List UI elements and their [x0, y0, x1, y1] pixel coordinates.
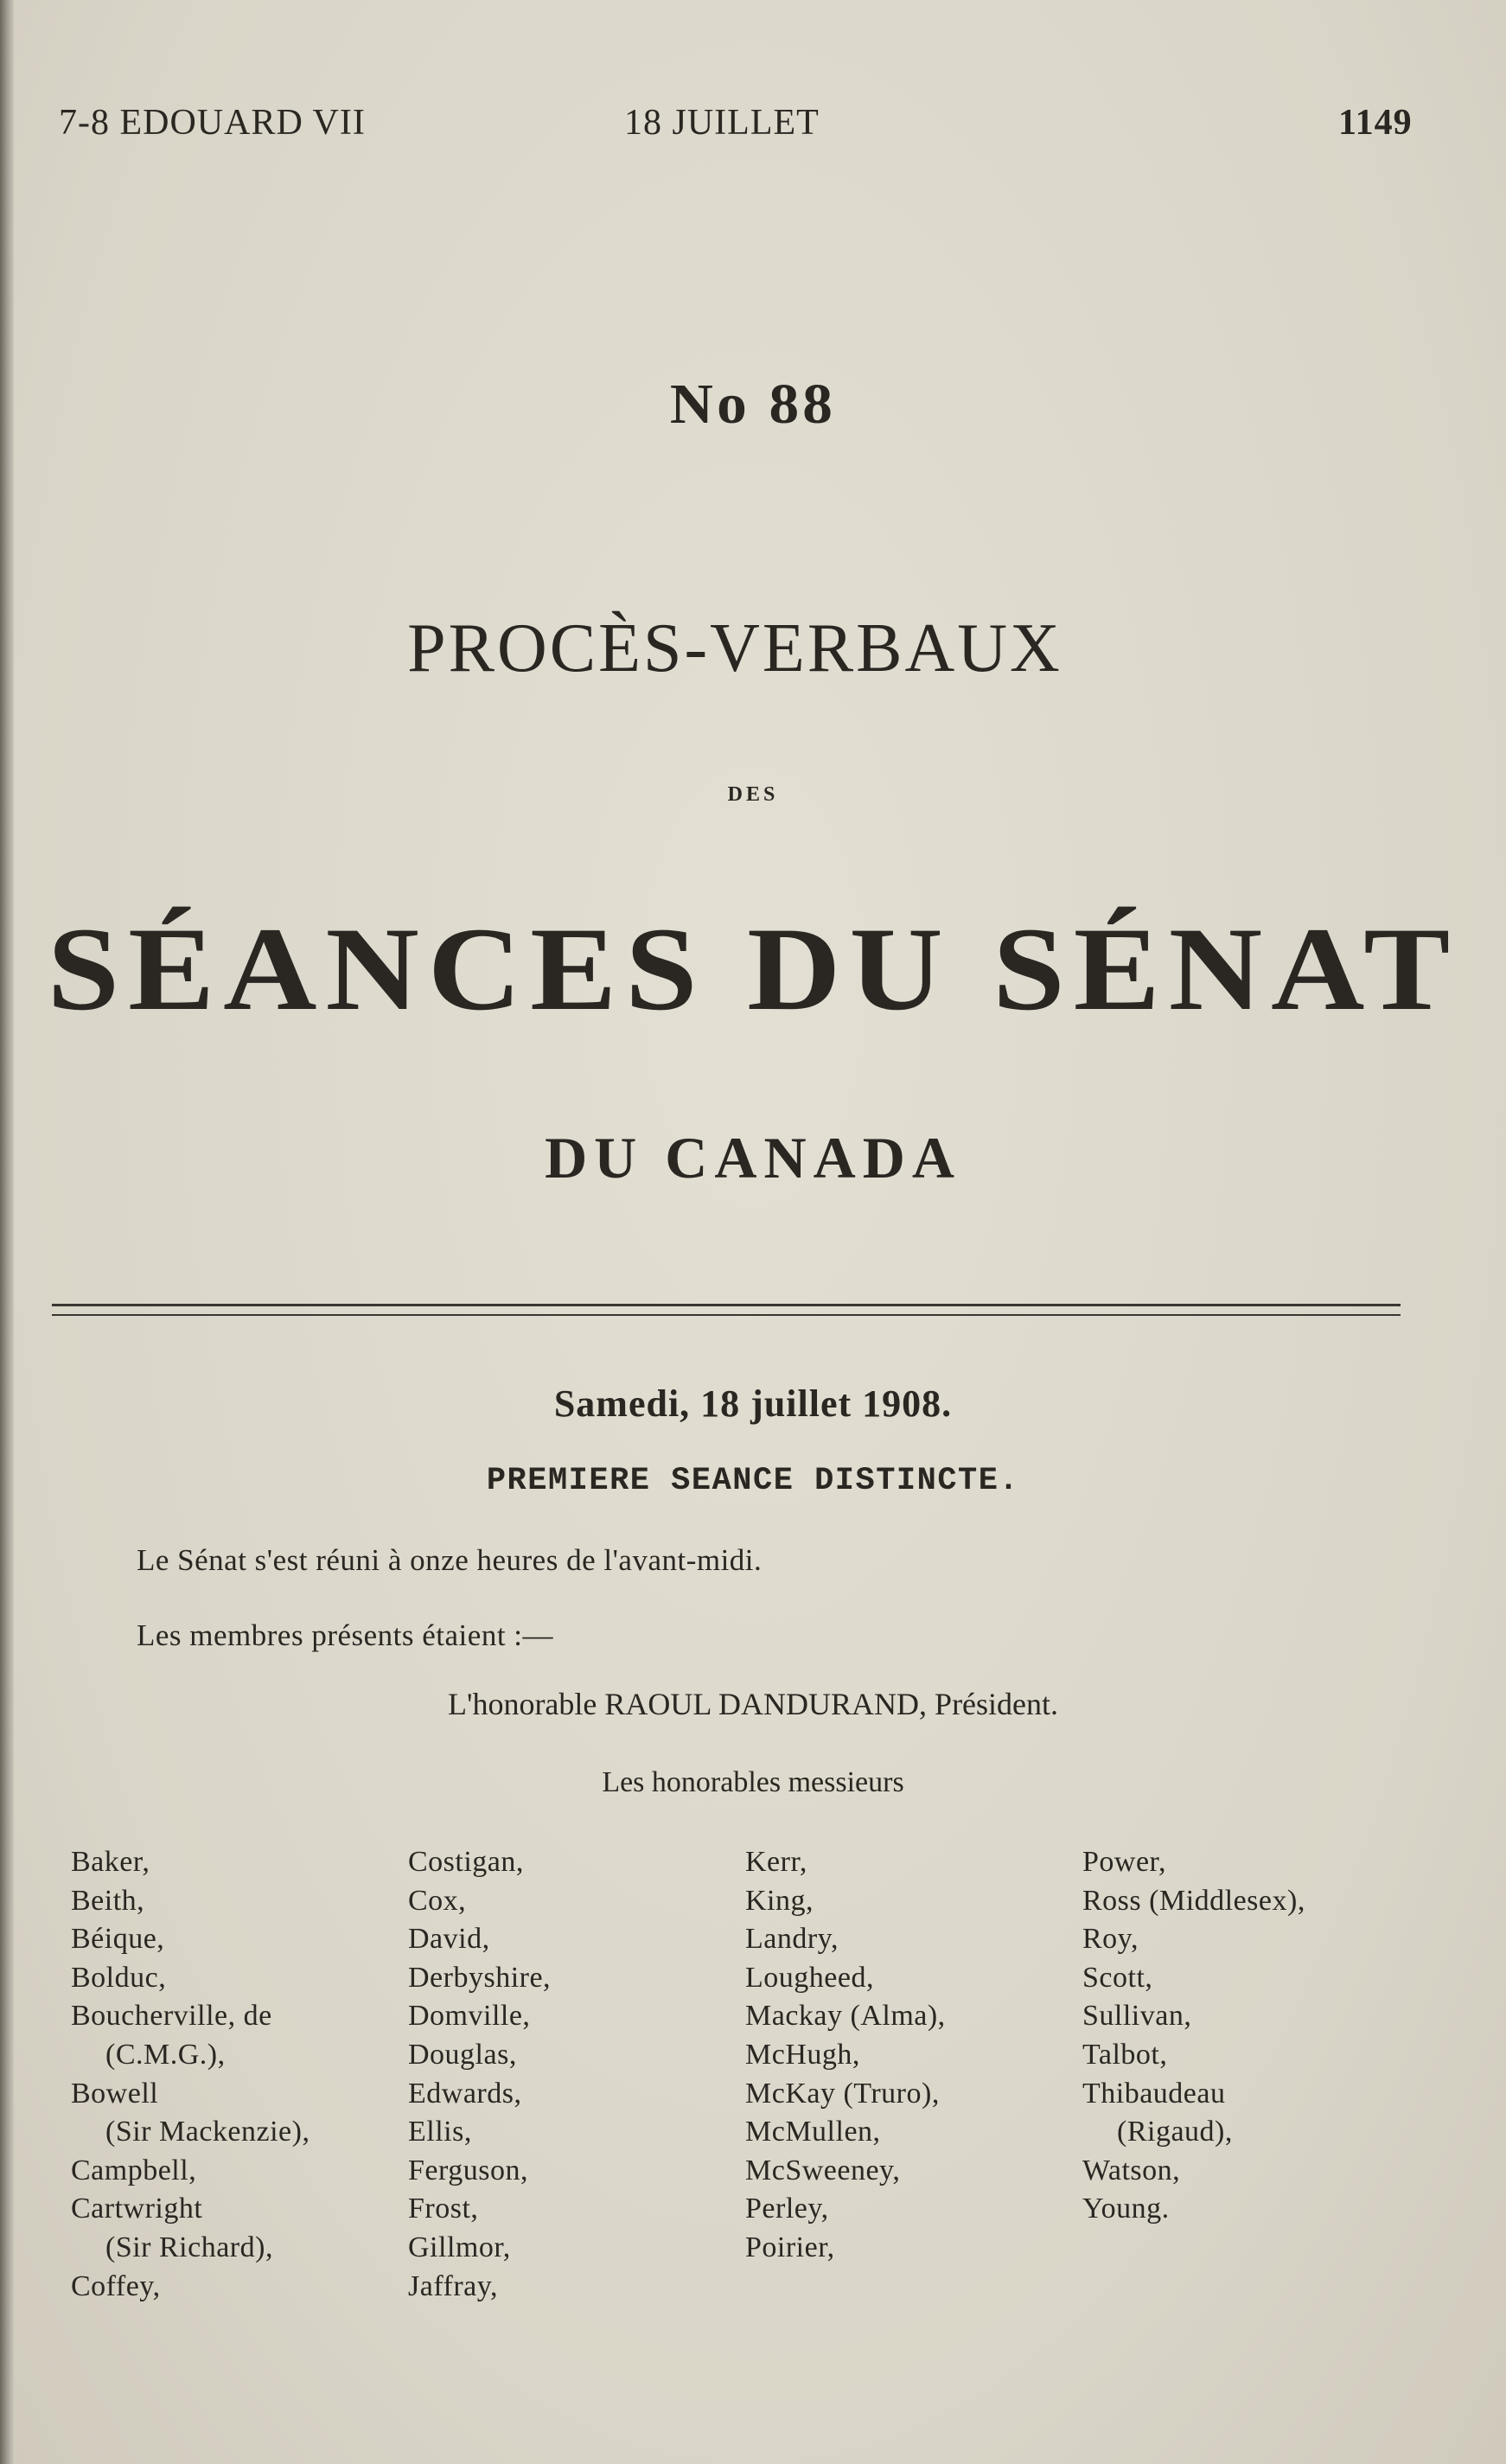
- member-name: Coffey,: [71, 2269, 161, 2302]
- member-name: Ferguson,: [408, 2154, 528, 2186]
- member-name: Jaffray,: [408, 2269, 499, 2302]
- member-name: Cartwright: [71, 2193, 203, 2225]
- member-name: Mackay (Alma),: [745, 2000, 946, 2033]
- title-proces-verbaux: PROCÈS-VERBAUX: [407, 610, 1062, 686]
- honorables-heading: Les honorables messieurs: [602, 1766, 904, 1798]
- member-name: King,: [745, 1884, 814, 1917]
- document-number: No 88: [669, 373, 837, 436]
- members-intro: Les membres présents étaient :—: [137, 1618, 554, 1652]
- member-name: Perley,: [745, 2193, 829, 2225]
- member-name: (C.M.G.),: [105, 2038, 226, 2071]
- member-name: Sullivan,: [1082, 2000, 1192, 2033]
- member-name: Edwards,: [408, 2077, 522, 2110]
- member-name: Campbell,: [71, 2154, 197, 2186]
- member-name: Poirier,: [745, 2231, 835, 2263]
- member-name: Derbyshire,: [408, 1961, 552, 1994]
- title-des: DES: [727, 783, 779, 806]
- title-du-canada: DU CANADA: [545, 1125, 961, 1191]
- member-name: Béique,: [71, 1923, 165, 1956]
- member-name: Kerr,: [745, 1846, 807, 1878]
- member-name: Thibaudeau: [1082, 2077, 1226, 2110]
- member-name: Power,: [1082, 1846, 1167, 1878]
- members-column-1: [71, 1843, 309, 2306]
- double-rule-bottom: [52, 1314, 1401, 1316]
- page-number: 1149: [1338, 103, 1413, 143]
- session-date: Samedi, 18 juillet 1908.: [553, 1382, 953, 1425]
- member-name: Ellis,: [408, 2116, 472, 2148]
- member-name: Young.: [1082, 2193, 1170, 2225]
- double-rule-top: [52, 1304, 1401, 1306]
- member-name: Landry,: [745, 1923, 839, 1956]
- member-name: Lougheed,: [745, 1961, 874, 1994]
- member-name: Domville,: [408, 2000, 531, 2033]
- member-name: Ross (Middlesex),: [1082, 1884, 1305, 1917]
- member-name: Roy,: [1082, 1923, 1139, 1956]
- member-name: David,: [408, 1923, 490, 1956]
- member-name: Watson,: [1082, 2154, 1181, 2186]
- member-name: Baker,: [71, 1846, 150, 1878]
- member-name: Scott,: [1082, 1961, 1153, 1994]
- session-title: PREMIERE SEANCE DISTINCTE.: [486, 1463, 1020, 1499]
- running-head-date: 18 JUILLET: [624, 103, 820, 143]
- president-line: L'honorable RAOUL DANDURAND, Président.: [447, 1687, 1059, 1721]
- member-name: Talbot,: [1082, 2038, 1168, 2071]
- title-seances-du-senat: SÉANCES DU SÉNAT: [47, 903, 1459, 1036]
- opening-paragraph: Le Sénat s'est réuni à onze heures de l'avant-midi.: [137, 1543, 763, 1577]
- member-name: Bolduc,: [71, 1961, 167, 1994]
- running-head-left: 7-8 EDOUARD VII: [59, 103, 366, 143]
- member-name: (Sir Mackenzie),: [105, 2116, 310, 2148]
- member-name: Frost,: [408, 2193, 479, 2225]
- members-column-4: [1082, 1843, 1305, 2229]
- members-column-2: [408, 1843, 551, 2306]
- member-name: McKay (Truro),: [745, 2077, 940, 2110]
- member-name: Gillmor,: [408, 2231, 511, 2263]
- member-name: Douglas,: [408, 2038, 517, 2071]
- page-spine-shadow: [0, 0, 14, 2464]
- member-name: McSweeney,: [745, 2154, 901, 2186]
- member-name: Beith,: [71, 1884, 145, 1917]
- member-name: (Rigaud),: [1117, 2116, 1233, 2148]
- member-name: McMullen,: [745, 2116, 881, 2148]
- member-name: (Sir Richard),: [105, 2231, 273, 2263]
- member-name: Cox,: [408, 1884, 467, 1917]
- member-name: Boucherville, de: [71, 2000, 272, 2033]
- member-name: Bowell: [71, 2077, 159, 2110]
- member-name: Costigan,: [408, 1846, 524, 1878]
- member-name: McHugh,: [745, 2038, 860, 2071]
- members-column-3: [745, 1843, 946, 2268]
